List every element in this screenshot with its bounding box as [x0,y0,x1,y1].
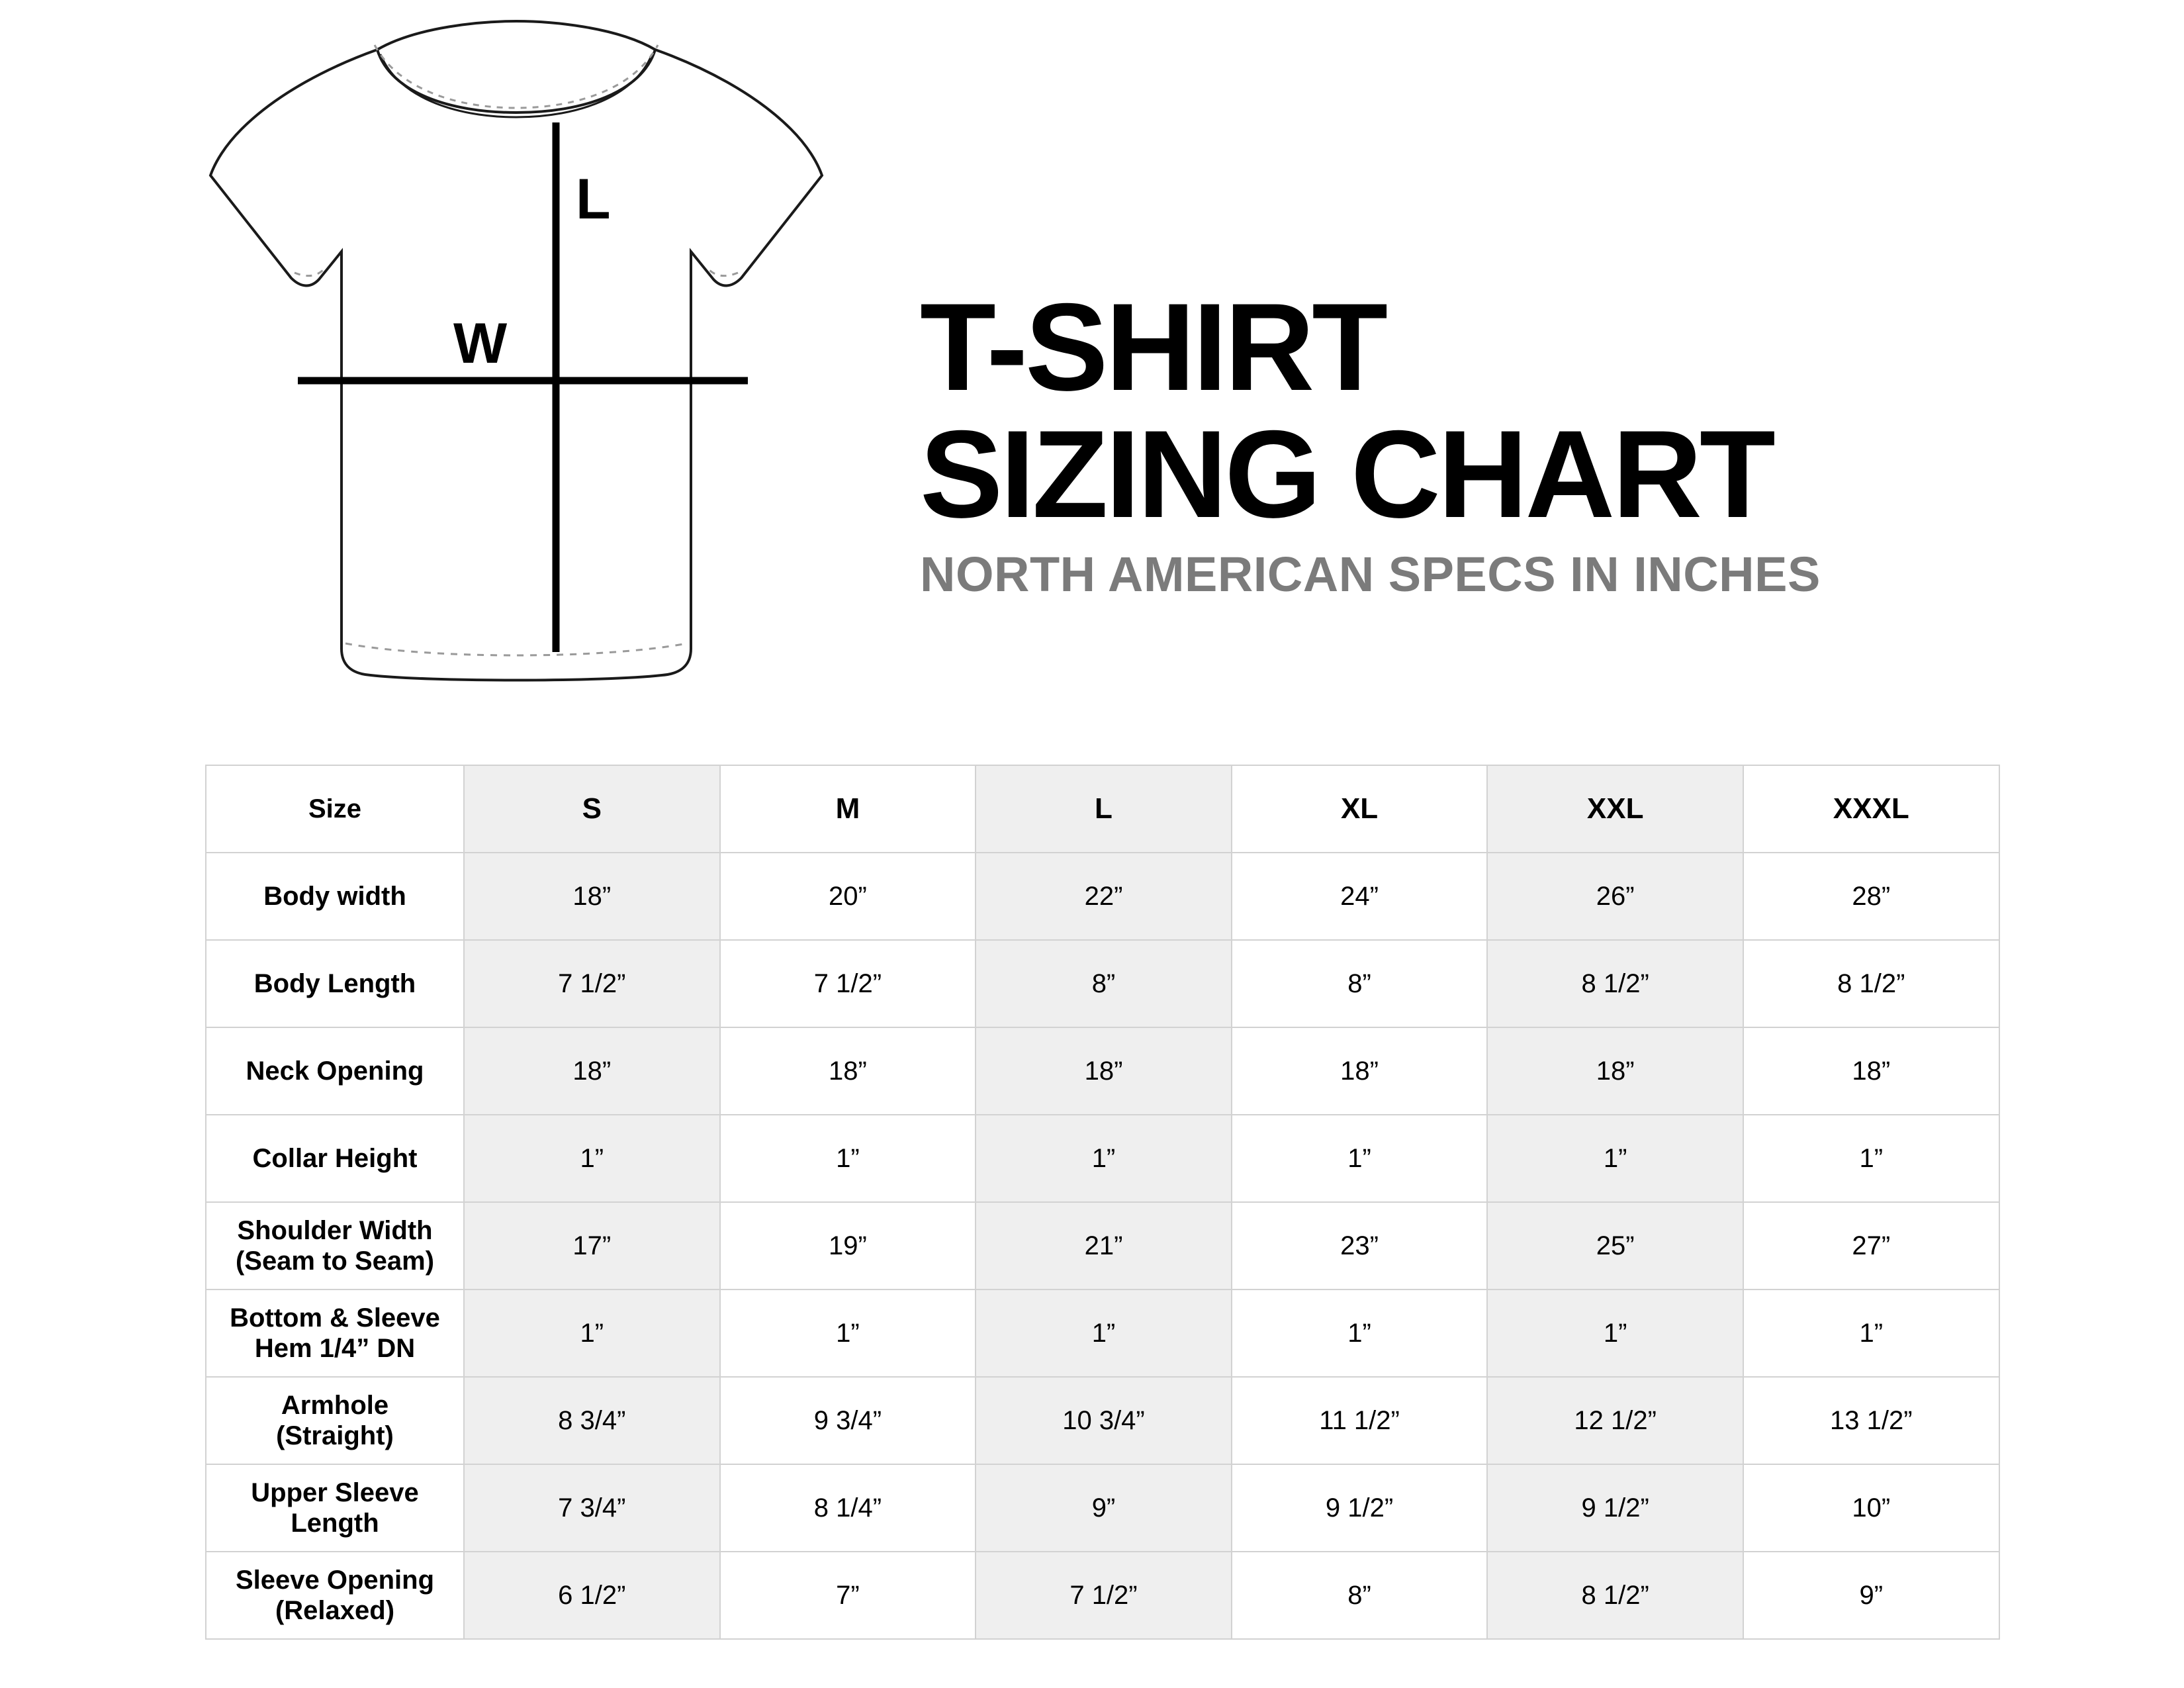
cell-value: 1” [1487,1115,1743,1202]
sizing-table-container [205,765,1999,1640]
header-xxl: XXL [1487,765,1743,853]
page-title-line-2: SIZING CHART [920,404,1773,543]
row-label-line-2: Hem 1/4” DN [254,1334,416,1363]
cell-value: 23” [1232,1202,1488,1289]
cell-value: 28” [1743,853,1999,940]
cell-value: 7 1/2” [976,1552,1232,1639]
cell-value: 1” [1487,1289,1743,1377]
cell-value: 12 1/2” [1487,1377,1743,1464]
header-xxxl: XXXL [1743,765,1999,853]
title-block [920,277,2105,602]
table-row [206,1202,1999,1289]
page-title-line-1: T-SHIRT [920,277,1386,416]
cell-value: 1” [1743,1289,1999,1377]
row-label-line-1: Armhole [281,1391,389,1420]
cell-value: 1” [976,1289,1232,1377]
row-label: Body width [206,853,464,940]
cell-value: 17” [464,1202,720,1289]
cell-value: 10 3/4” [976,1377,1232,1464]
table-row [206,940,1999,1027]
table-row [206,1115,1999,1202]
cell-value: 20” [720,853,976,940]
cell-value: 8” [976,940,1232,1027]
cell-value: 18” [464,853,720,940]
row-label-line-1: Shoulder Width [237,1216,433,1245]
cell-value: 18” [1743,1027,1999,1115]
cell-value: 18” [1487,1027,1743,1115]
cell-value: 1” [464,1115,720,1202]
table-row [206,1027,1999,1115]
cell-value: 8 1/4” [720,1464,976,1552]
cell-value: 9 1/2” [1232,1464,1488,1552]
cell-value: 8 1/2” [1487,940,1743,1027]
cell-value: 1” [1232,1289,1488,1377]
tshirt-diagram [179,13,854,728]
row-label: Body Length [206,940,464,1027]
header-l: L [976,765,1232,853]
row-label-line-2: (Relaxed) [275,1596,395,1625]
cell-value: 18” [976,1027,1232,1115]
cell-value: 8” [1232,1552,1488,1639]
row-label [206,1464,464,1552]
table-header-row [206,765,1999,853]
row-label-line-2: (Straight) [276,1421,394,1450]
cell-value: 7 1/2” [464,940,720,1027]
cell-value: 26” [1487,853,1743,940]
cell-value: 1” [976,1115,1232,1202]
header-xl: XL [1232,765,1488,853]
table-row [206,1552,1999,1639]
cell-value: 18” [1232,1027,1488,1115]
row-label-line-1: Sleeve Opening [235,1566,435,1595]
cell-value: 27” [1743,1202,1999,1289]
cell-value: 1” [1232,1115,1488,1202]
tshirt-outline-icon [179,13,854,728]
row-label [206,1552,464,1639]
cell-value: 1” [1743,1115,1999,1202]
table-row [206,1377,1999,1464]
cell-value: 19” [720,1202,976,1289]
cell-value: 21” [976,1202,1232,1289]
row-label [206,1377,464,1464]
cell-value: 22” [976,853,1232,940]
row-label [206,1202,464,1289]
cell-value: 13 1/2” [1743,1377,1999,1464]
page-subtitle: NORTH AMERICAN SPECS IN INCHES [920,547,1821,602]
cell-value: 9” [1743,1552,1999,1639]
cell-value: 11 1/2” [1232,1377,1488,1464]
cell-value: 8” [1232,940,1488,1027]
cell-value: 7” [720,1552,976,1639]
cell-value: 18” [720,1027,976,1115]
cell-value: 9 3/4” [720,1377,976,1464]
cell-value: 7 3/4” [464,1464,720,1552]
cell-value: 9” [976,1464,1232,1552]
cell-value: 1” [720,1115,976,1202]
row-label-line-2: Length [291,1509,379,1538]
cell-value: 6 1/2” [464,1552,720,1639]
cell-value: 18” [464,1027,720,1115]
diagram-width-label: W [453,312,508,375]
row-label-line-1: Upper Sleeve [251,1478,419,1507]
row-label-line-2: (Seam to Seam) [235,1246,435,1276]
cell-value: 8 1/2” [1743,940,1999,1027]
cell-value: 8 3/4” [464,1377,720,1464]
table-row [206,853,1999,940]
table-row [206,1289,1999,1377]
row-label [206,1289,464,1377]
cell-value: 25” [1487,1202,1743,1289]
header-section [0,0,2184,741]
header-m: M [720,765,976,853]
header-s: S [464,765,720,853]
row-label: Collar Height [206,1115,464,1202]
sizing-table [205,765,2000,1640]
row-label: Neck Opening [206,1027,464,1115]
cell-value: 1” [720,1289,976,1377]
table-row [206,1464,1999,1552]
diagram-length-label: L [576,167,611,231]
cell-value: 9 1/2” [1487,1464,1743,1552]
cell-value: 24” [1232,853,1488,940]
cell-value: 7 1/2” [720,940,976,1027]
header-size: Size [206,765,464,853]
cell-value: 8 1/2” [1487,1552,1743,1639]
cell-value: 10” [1743,1464,1999,1552]
cell-value: 1” [464,1289,720,1377]
row-label-line-1: Bottom & Sleeve [230,1303,440,1333]
